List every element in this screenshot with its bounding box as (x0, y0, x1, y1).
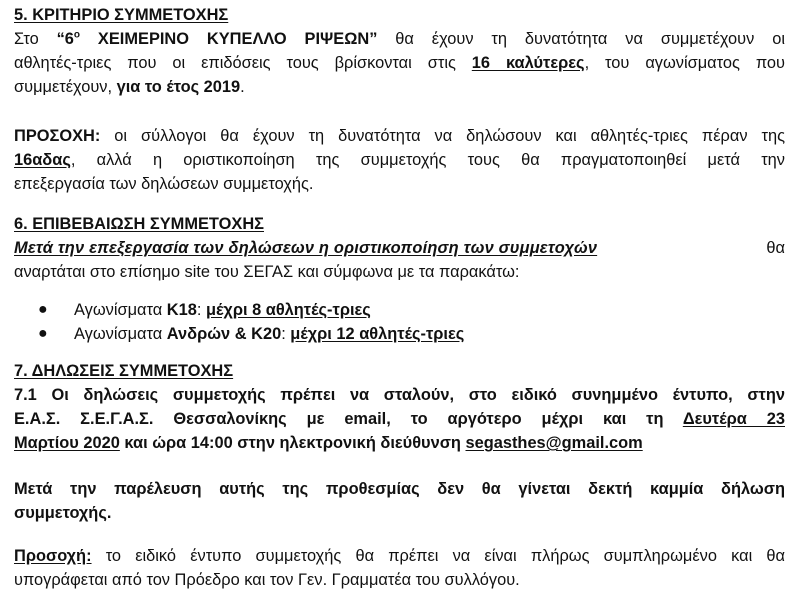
text: , του αγωνίσματος που (584, 54, 785, 72)
note-line-1 (14, 124, 785, 148)
section-5-line-3 (14, 75, 245, 99)
deadline-line-2: συμμετοχής. (14, 504, 112, 522)
section-5-line-1 (14, 27, 785, 51)
text: θα έχουν τη δυνατότητα να συμμετέχουν οι (377, 30, 785, 48)
text: θα (766, 239, 785, 257)
section-6-line-2: αναρτάται στο επίσημο site του ΣΕΓΑΣ και σύμφωνα με τα παρακάτω: (14, 263, 520, 281)
limit: μέχρι 8 αθλητές-τριες (205, 301, 371, 319)
text: και ώρα 14:00 στην ηλεκτρονική διεύθυνση (119, 434, 466, 452)
section-7-line-3 (14, 431, 643, 455)
year-emphasis: για το έτος 2019 (116, 78, 241, 96)
category: Κ18 (166, 301, 197, 319)
section-5-heading: 5. ΚΡΙΤΗΡΙΟ ΣΥΜΜΕΤΟΧΗΣ (14, 6, 229, 24)
text: Στο (14, 30, 57, 48)
text: , αλλά η οριστικοποίηση της συμμετοχής τους θα πραγματοποιηθεί μετά την (70, 151, 785, 169)
section-6-heading: 6. ΕΠΙΒΕΒΑΙΩΣΗ ΣΥΜΜΕΤΟΧΗΣ (14, 215, 264, 233)
bullet-icon: ● (38, 301, 48, 318)
warning-line-1 (14, 544, 785, 568)
section-6-line-1 (14, 236, 785, 260)
limit: μέχρι 12 αθλητές-τριες (290, 325, 465, 343)
section-7-heading: 7. ΔΗΛΩΣΕΙΣ ΣΥΜΜΕΤΟΧΗΣ (14, 362, 234, 380)
text: Ε.Α.Σ. Σ.Ε.Γ.Α.Σ. Θεσσαλονίκης με email, το αργότερο μέχρι και τη (14, 410, 683, 428)
deadline-date: Δευτέρα 23 (682, 410, 785, 428)
note-line-2 (14, 148, 785, 172)
text: συμμετέχουν, (14, 78, 117, 96)
note-16-emphasis: 16αδας (14, 151, 71, 169)
finalization-emphasis: Μετά την επεξεργασία των δηλώσεων η οριστικοποίηση των συμμετοχών (14, 239, 598, 257)
event-name: “$6^o$ ΧΕΙΜΕΡΙΝΟ ΚΥΠΕΛΛΟ ΡΙΨΕΩΝ” (56, 29, 378, 48)
section-7-line-1: 7.1 Οι δηλώσεις συμμετοχής πρέπει να σταλούν, στο ειδικό συνημμένο έντυπο, στην (14, 386, 785, 404)
deadline-line-1: Μετά την παρέλευση αυτής της προθεσμίας δεν θα γίνεται δεκτή καμμία δήλωση (14, 480, 785, 498)
warning-line-2: υπογράφεται από τον Πρόεδρο και τον Γεν. Γραμματέα του συλλόγου. (14, 571, 520, 589)
warning-label: Προσοχή: (14, 547, 92, 565)
text: το ειδικό έντυπο συμμετοχής θα πρέπει να είναι πλήρως συμπληρωμένο και θα (91, 547, 785, 565)
note-label: ΠΡΟΣΟΧΗ: (14, 127, 101, 145)
text: αθλητές-τριες που οι επιδόσεις τους βρίσκονται στις (14, 54, 472, 72)
text: . (240, 78, 245, 96)
deadline-date: Μαρτίου 2020 (14, 434, 120, 452)
text: οι σύλλογοι θα έχουν τη δυνατότητα να δηλώσουν και αθλητές-τριες πέραν της (100, 127, 785, 145)
document-page: 5. ΚΡΙΤΗΡΙΟ ΣΥΜΜΕΤΟΧΗΣ Στο “$6^o$ ΧΕΙΜΕΡΙΝΟ ΚΥΠΕΛΛΟ ΡΙΨΕΩΝ” θα έχουν τη δυνατότητα να συμμετέχουν οι αθλητές-τριες που οι επιδόσεις τους βρίσκονται στις 16 καλύτερες, του αγωνίσματος που συμμετέχουν, για το έτος 2019. ΠΡΟΣΟΧΗ: οι σύλλογοι θα έχουν τη δυνατότητα να δηλώσουν και αθλητές-τριες πέραν της 16αδας, αλλά η οριστικοποίηση της συμμετοχής τους θα πραγματοποιηθεί μετά την επεξεργασία των δηλώσεων συμμετοχής. 6. ΕΠΙΒΕΒΑΙΩΣΗ ΣΥΜΜΕΤΟΧΗΣ Μετά την επεξεργασία των δηλώσεων η οριστικοποίηση των συμμετοχών θα αναρτάται στο επίσημο site του ΣΕΓΑΣ και σύμφωνα με τα παρακάτω: ● Αγωνίσματα Κ18: μέχρι 8 αθλητές-τριες ● Αγωνίσματα Ανδρών & Κ20: μέχρι 12 αθλητές-τριες 7. ΔΗΛΩΣΕΙΣ ΣΥΜΜΕΤΟΧΗΣ 7.1 Οι δηλώσεις συμμετοχής πρέπει να σταλούν, στο ειδικό συνημμένο έντυπο, στην Ε.Α.Σ. Σ.Ε.Γ.Α.Σ. Θεσσαλονίκης με email, το αργότερο μέχρι και τη Δευτέρα 23 Μαρτίου 2020 και ώρα 14:00 στην ηλεκτρονική διεύθυνση segasthes@gmail.com Μετά την παρέλευση αυτής της προθεσμίας δεν θα γίνεται δεκτή καμμία δήλωση συμμετοχής. Προσοχή: το ειδικό έντυπο συμμετοχής θα πρέπει να είναι πλήρως συμπληρωμένο και θα υπογράφεται από τον Πρόεδρο και τον Γεν. Γραμματέα του συλλόγου. (0, 0, 800, 594)
category: Ανδρών & Κ20 (166, 325, 282, 343)
bullet-icon: ● (38, 325, 48, 342)
email-link[interactable]: segasthes@gmail.com (465, 434, 643, 452)
note-line-3: επεξεργασία των δηλώσεων συμμετοχής. (14, 175, 314, 193)
section-7-line-2 (14, 407, 785, 431)
section-5-line-2 (14, 51, 785, 75)
top-16-emphasis: 16 καλύτερες (471, 54, 585, 72)
